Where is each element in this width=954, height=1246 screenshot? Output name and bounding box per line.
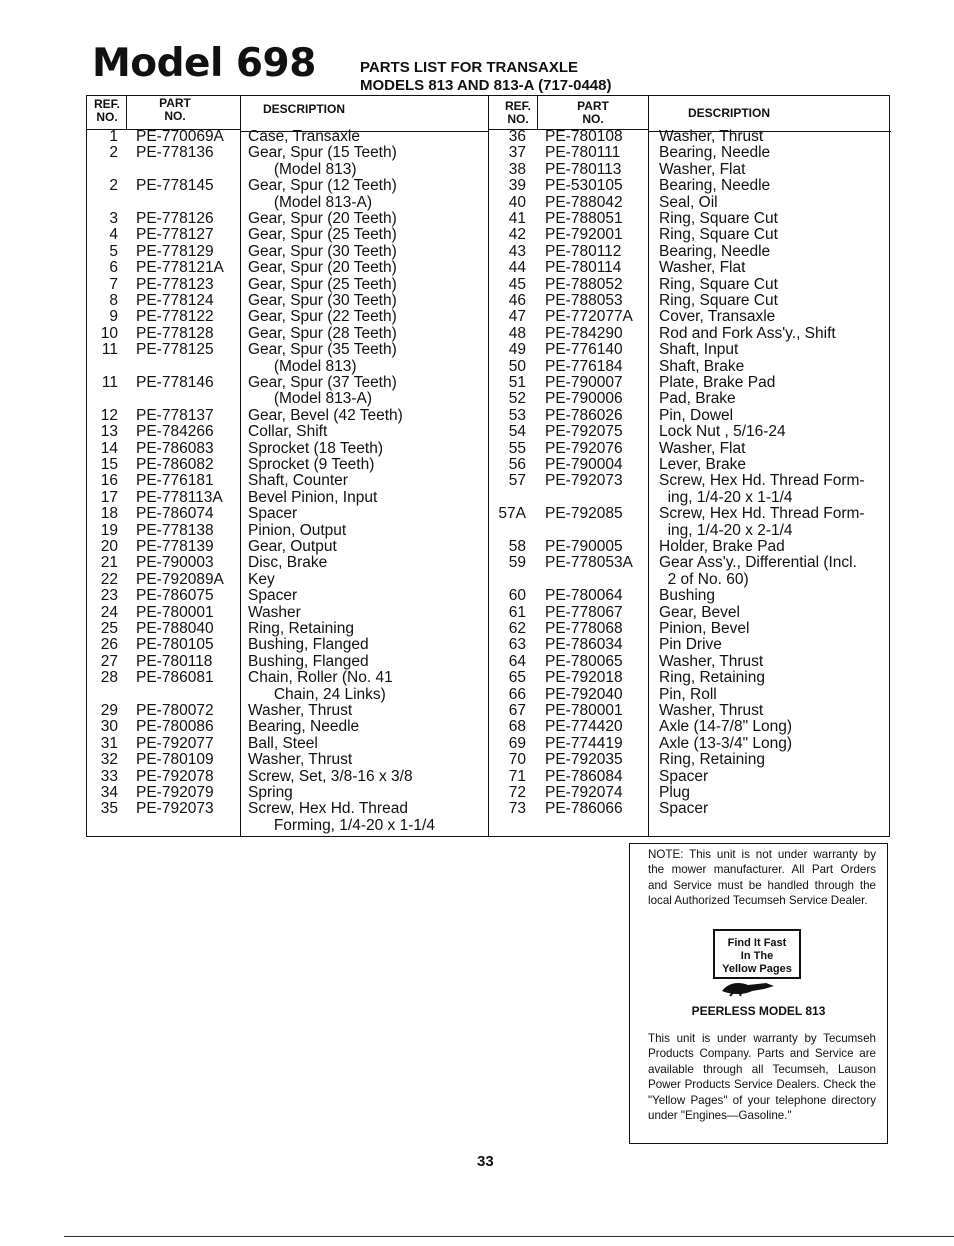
description: Key xyxy=(248,570,275,588)
ref-no: 15 xyxy=(100,456,118,473)
part-no: PE-792076 xyxy=(545,439,623,457)
part-no: PE-778113A xyxy=(136,488,223,506)
description: Pin, Dowel xyxy=(659,406,734,424)
logo-line: In The xyxy=(740,950,774,962)
description: Pad, Brake xyxy=(659,390,736,408)
description: Collar, Shift xyxy=(248,423,328,441)
part-no: PE-778068 xyxy=(545,620,623,637)
part-no: PE-788042 xyxy=(545,193,623,211)
description: Spacer xyxy=(248,587,298,605)
part-no: PE-788040 xyxy=(136,620,214,637)
ref-no: 33 xyxy=(100,767,118,785)
ref-no: 60 xyxy=(508,587,526,605)
part-no: PE-790005 xyxy=(545,538,623,555)
description: Gear Ass'y., Differential (Incl. xyxy=(659,554,857,572)
part-no: PE-780064 xyxy=(545,587,623,605)
description: Ring, Retaining xyxy=(248,620,354,637)
description: Sprocket (18 Teeth) xyxy=(248,439,383,457)
description: Ring, Retaining xyxy=(659,751,765,769)
ref-no: 41 xyxy=(508,210,526,227)
part-no: PE-776140 xyxy=(545,341,623,359)
ref-no: 42 xyxy=(508,226,526,244)
ref-no: 23 xyxy=(100,587,118,605)
ref-no: 56 xyxy=(508,456,526,473)
ref-no: 14 xyxy=(100,439,118,457)
ref-no: 58 xyxy=(508,538,526,555)
part-no: PE-786074 xyxy=(136,505,214,523)
description: Ball, Steel xyxy=(248,734,318,752)
description: Spacer xyxy=(659,800,709,818)
description: Gear, Spur (12 Teeth) xyxy=(248,177,397,195)
note-under-warranty: This unit is under warranty by Tecumseh Products Company. Parts and Service are available through all Tecumseh, Lauson Power Products Service Dealers. Check the "Yellow Pages" of your telephone directory under "Engines—Gasoline." xyxy=(648,1032,876,1123)
ref-no: 12 xyxy=(100,406,118,424)
part-no: PE-780065 xyxy=(545,652,623,670)
ref-no: 5 xyxy=(109,242,118,260)
header-part-no xyxy=(555,100,631,126)
parts-list-title xyxy=(360,59,611,95)
header-description: DESCRIPTION xyxy=(263,102,346,116)
description: Gear, Spur (35 Teeth) xyxy=(248,341,397,359)
ref-no: 11 xyxy=(101,374,118,391)
part-no: PE-786026 xyxy=(545,406,623,424)
parts-list-heading: PARTS LIST FOR TRANSAXLE xyxy=(360,59,579,76)
part-no: PE-780114 xyxy=(545,259,622,277)
description: Chain, Roller (No. 41 xyxy=(248,669,393,687)
description: Bushing xyxy=(659,587,716,605)
description: Bevel Pinion, Input xyxy=(248,488,378,506)
column-divider xyxy=(648,96,649,836)
ref-no: 36 xyxy=(508,128,526,145)
ref-no: 49 xyxy=(508,341,526,359)
yellow-pages-logo xyxy=(708,929,808,995)
logo-line: Find It Fast xyxy=(727,937,787,949)
description: Washer, Flat xyxy=(659,439,746,457)
ref-no: 62 xyxy=(508,620,526,637)
ref-no: 11 xyxy=(101,341,118,359)
ref-no: 35 xyxy=(100,800,118,818)
description: Holder, Brake Pad xyxy=(659,538,785,555)
part-no: PE-786066 xyxy=(545,800,623,818)
part-no: PE-792074 xyxy=(545,784,623,801)
part-no: PE-792073 xyxy=(136,800,214,818)
header-ref-line2: NO. xyxy=(96,110,118,124)
part-no: PE-778129 xyxy=(136,242,214,260)
part-no: PE-778121A xyxy=(136,259,224,277)
description: Washer, Flat xyxy=(659,160,746,178)
ref-no: 72 xyxy=(508,784,526,801)
part-no: PE-792085 xyxy=(545,505,623,523)
part-no: PE-776184 xyxy=(545,357,623,375)
description: Gear, Output xyxy=(248,538,337,555)
yellow-pages-frame xyxy=(713,929,801,979)
ref-no: 73 xyxy=(508,800,526,818)
ref-no: 32 xyxy=(100,751,118,769)
ref-no: 61 xyxy=(508,603,526,621)
description: Screw, Hex Hd. Thread xyxy=(248,800,408,818)
ref-no: 3 xyxy=(109,210,118,227)
ref-no: 66 xyxy=(508,685,526,703)
part-no: PE-790004 xyxy=(545,456,623,473)
description: Pinion, Bevel xyxy=(659,620,750,637)
ref-no: 1 xyxy=(109,128,118,145)
ref-no: 67 xyxy=(508,702,526,719)
description: Pin Drive xyxy=(659,636,722,654)
part-no: PE-790006 xyxy=(545,390,623,408)
description: Shaft, Counter xyxy=(248,472,348,490)
header-ref-no xyxy=(89,98,125,124)
description: Plate, Brake Pad xyxy=(659,374,776,391)
part-no: PE-792075 xyxy=(545,423,623,441)
description: Rod and Fork Ass'y., Shift xyxy=(659,324,836,342)
part-no: PE-792035 xyxy=(545,751,623,769)
description: Ring, Square Cut xyxy=(659,292,778,309)
ref-no: 4 xyxy=(109,226,118,244)
part-no: PE-778136 xyxy=(136,144,214,162)
logo-line: Yellow Pages xyxy=(722,963,792,975)
description: Plug xyxy=(659,784,691,801)
ref-no: 65 xyxy=(508,669,526,687)
part-no: PE-780118 xyxy=(136,652,213,670)
description: Lock Nut , 5/16-24 xyxy=(659,423,786,441)
part-no: PE-778123 xyxy=(136,275,214,293)
part-no: PE-778145 xyxy=(136,177,214,195)
description: Spring xyxy=(248,784,293,801)
part-no: PE-780111 xyxy=(545,144,621,162)
description: Pinion, Output xyxy=(248,521,347,539)
part-no: PE-788053 xyxy=(545,292,623,309)
description: Bearing, Needle xyxy=(659,242,771,260)
description: Ring, Square Cut xyxy=(659,275,778,293)
description: Bearing, Needle xyxy=(659,177,771,195)
description: Spacer xyxy=(248,505,298,523)
description: (Model 813-A) xyxy=(248,193,373,211)
walking-fingers-icon xyxy=(718,977,778,997)
ref-no: 26 xyxy=(100,636,118,654)
part-no: PE-778138 xyxy=(136,521,214,539)
part-no: PE-786084 xyxy=(545,767,623,785)
description: Spacer xyxy=(659,767,709,785)
ref-no: 38 xyxy=(508,160,526,178)
ref-no: 55 xyxy=(508,439,526,457)
description: Forming, 1/4-20 x 1-1/4 xyxy=(248,816,435,834)
bottom-rule xyxy=(64,1236,954,1237)
ref-no: 64 xyxy=(508,652,526,670)
header-part-line1: PART xyxy=(159,96,191,110)
part-no: PE-778127 xyxy=(136,226,214,244)
part-no: PE-776181 xyxy=(136,472,214,490)
ref-no: 19 xyxy=(100,521,118,539)
part-no: PE-780001 xyxy=(136,603,214,621)
ref-no: 53 xyxy=(508,406,526,424)
part-no: PE-770069A xyxy=(136,128,224,145)
ref-no: 34 xyxy=(100,784,118,801)
ref-no: 10 xyxy=(100,324,118,342)
description: Washer, Thrust xyxy=(248,751,353,769)
ref-no: 45 xyxy=(508,275,526,293)
description: Ring, Retaining xyxy=(659,669,765,687)
ref-no: 13 xyxy=(100,423,118,441)
ref-no: 7 xyxy=(109,275,118,293)
part-no: PE-786083 xyxy=(136,439,214,457)
part-no: PE-780086 xyxy=(136,718,214,736)
header-part-line2: NO. xyxy=(164,109,186,123)
part-no: PE-778125 xyxy=(136,341,214,359)
part-no: PE-778122 xyxy=(136,308,214,326)
part-no: PE-780113 xyxy=(545,160,622,178)
ref-no: 43 xyxy=(508,242,526,260)
part-no: PE-778137 xyxy=(136,406,214,424)
part-no: PE-780072 xyxy=(136,702,214,719)
header-ref-no xyxy=(500,100,536,126)
description: Washer, Flat xyxy=(659,259,746,277)
description: Disc, Brake xyxy=(248,554,328,572)
description: Bearing, Needle xyxy=(659,144,771,162)
models-heading: MODELS 813 AND 813-A (717-0448) xyxy=(360,77,612,94)
warranty-note xyxy=(629,843,888,1144)
description: Gear, Spur (20 Teeth) xyxy=(248,210,397,227)
description: ing, 1/4-20 x 2-1/4 xyxy=(659,521,793,539)
ref-no: 44 xyxy=(508,259,526,277)
part-no: PE-778053A xyxy=(545,554,633,572)
ref-no: 37 xyxy=(508,144,526,162)
part-no: PE-786075 xyxy=(136,587,214,605)
ref-no: 40 xyxy=(508,193,526,211)
header-part-line1: PART xyxy=(577,99,609,113)
part-no: PE-780108 xyxy=(545,128,623,145)
description: Gear, Spur (37 Teeth) xyxy=(248,374,397,391)
ref-no: 31 xyxy=(100,734,118,752)
part-no: PE-774420 xyxy=(545,718,623,736)
ref-no: 16 xyxy=(100,472,118,490)
description: Screw, Hex Hd. Thread Form- xyxy=(659,472,865,490)
description: Sprocket (9 Teeth) xyxy=(248,456,375,473)
description: Shaft, Brake xyxy=(659,357,745,375)
description: Bushing, Flanged xyxy=(248,652,369,670)
ref-no: 59 xyxy=(508,554,526,572)
ref-no: 9 xyxy=(109,308,118,326)
ref-no: 20 xyxy=(100,538,118,555)
description: Gear, Spur (25 Teeth) xyxy=(248,275,397,293)
header-ref-line2: NO. xyxy=(507,112,529,126)
ref-no: 57A xyxy=(498,505,526,523)
part-no: PE-788052 xyxy=(545,275,623,293)
header-ref-line1: REF. xyxy=(93,97,120,111)
header-description: DESCRIPTION xyxy=(688,106,771,120)
part-no: PE-786082 xyxy=(136,456,214,473)
note-not-under-warranty: NOTE: This unit is not under warranty by the mower manufacturer. All Part Orders and Service must be handled through the local Authorized Tecumseh Service Dealer. xyxy=(648,848,876,908)
part-no: PE-772077A xyxy=(545,308,633,326)
description: Case, Transaxle xyxy=(248,128,360,145)
ref-no: 68 xyxy=(508,718,526,736)
part-no: PE-792040 xyxy=(545,685,623,703)
column-divider xyxy=(240,96,241,836)
part-no: PE-790003 xyxy=(136,554,214,572)
part-no: PE-792001 xyxy=(545,226,623,244)
description: Screw, Set, 3/8-16 x 3/8 xyxy=(248,767,413,785)
part-no: PE-778124 xyxy=(136,292,214,309)
ref-no: 39 xyxy=(508,177,526,195)
part-no: PE-792018 xyxy=(545,669,623,687)
ref-no: 51 xyxy=(508,374,526,391)
ref-no: 6 xyxy=(109,259,118,277)
part-no: PE-788051 xyxy=(545,210,623,227)
ref-no: 63 xyxy=(508,636,526,654)
ref-no: 18 xyxy=(100,505,118,523)
column-divider xyxy=(126,96,127,130)
part-no: PE-778139 xyxy=(136,538,214,555)
description: Screw, Hex Hd. Thread Form- xyxy=(659,505,865,523)
part-no: PE-778126 xyxy=(136,210,214,227)
description: Gear, Spur (30 Teeth) xyxy=(248,292,397,309)
part-no: PE-784266 xyxy=(136,423,214,441)
ref-no: 54 xyxy=(508,423,526,441)
description: Gear, Spur (20 Teeth) xyxy=(248,259,397,277)
ref-no: 28 xyxy=(100,669,118,687)
part-no: PE-780112 xyxy=(545,242,622,260)
description: (Model 813) xyxy=(248,160,357,178)
ref-no: 48 xyxy=(508,324,526,342)
ref-no: 27 xyxy=(100,652,118,670)
header-part-line2: NO. xyxy=(582,112,604,126)
part-no: PE-790007 xyxy=(545,374,623,391)
ref-no: 46 xyxy=(508,292,526,309)
ref-no: 21 xyxy=(100,554,118,572)
description: Bushing, Flanged xyxy=(248,636,369,654)
part-no: PE-530105 xyxy=(545,177,623,195)
description: 2 of No. 60) xyxy=(659,570,749,588)
description: Washer, Thrust xyxy=(659,652,764,670)
description: Gear, Spur (30 Teeth) xyxy=(248,242,397,260)
description: (Model 813) xyxy=(248,357,357,375)
part-no: PE-792073 xyxy=(545,472,623,490)
part-no: PE-778067 xyxy=(545,603,623,621)
description: Chain, 24 Links) xyxy=(248,685,386,703)
ref-no: 2 xyxy=(109,177,118,195)
part-no: PE-792077 xyxy=(136,734,214,752)
description: Ring, Square Cut xyxy=(659,226,778,244)
ref-no: 52 xyxy=(508,390,526,408)
description: Lever, Brake xyxy=(659,456,747,473)
description: Gear, Spur (28 Teeth) xyxy=(248,324,397,342)
description: Gear, Spur (22 Teeth) xyxy=(248,308,397,326)
column-divider xyxy=(537,96,538,130)
part-no: PE-792079 xyxy=(136,784,214,801)
ref-no: 50 xyxy=(508,357,526,375)
description: Cover, Transaxle xyxy=(659,308,776,326)
ref-no: 25 xyxy=(100,620,118,637)
page-title: Model 698 xyxy=(92,41,316,86)
part-no: PE-780109 xyxy=(136,751,214,769)
description: Axle (13-3/4" Long) xyxy=(659,734,793,752)
peerless-model: PEERLESS MODEL 813 xyxy=(691,1004,826,1018)
header-part-no xyxy=(137,97,213,123)
ref-no: 30 xyxy=(100,718,118,736)
part-no: PE-792078 xyxy=(136,767,214,785)
part-no: PE-780105 xyxy=(136,636,214,654)
description: Washer, Thrust xyxy=(248,702,353,719)
description: Gear, Bevel (42 Teeth) xyxy=(248,406,403,424)
ref-no: 71 xyxy=(508,767,526,785)
description: ing, 1/4-20 x 1-1/4 xyxy=(659,488,793,506)
page-number: 33 xyxy=(477,1153,494,1170)
description: (Model 813-A) xyxy=(248,390,373,408)
part-no: PE-780001 xyxy=(545,702,623,719)
description: Washer, Thrust xyxy=(659,128,764,145)
description: Washer xyxy=(248,603,301,621)
part-no: PE-784290 xyxy=(545,324,623,342)
description: Axle (14-7/8" Long) xyxy=(659,718,793,736)
ref-no: 2 xyxy=(109,144,118,162)
description: Ring, Square Cut xyxy=(659,210,778,227)
ref-no: 57 xyxy=(508,472,526,490)
part-no: PE-778146 xyxy=(136,374,214,391)
description: Washer, Thrust xyxy=(659,702,764,719)
ref-no: 8 xyxy=(109,292,118,309)
ref-no: 29 xyxy=(100,702,118,719)
ref-no: 47 xyxy=(508,308,526,326)
part-no: PE-786081 xyxy=(136,669,214,687)
header-ref-line1: REF. xyxy=(504,99,531,113)
part-no: PE-774419 xyxy=(545,734,623,752)
description: Gear, Spur (25 Teeth) xyxy=(248,226,397,244)
description: Seal, Oil xyxy=(659,193,718,211)
description: Shaft, Input xyxy=(659,341,739,359)
part-no: PE-792089A xyxy=(136,570,224,588)
ref-no: 70 xyxy=(508,751,526,769)
description: Pin, Roll xyxy=(659,685,717,703)
ref-no: 17 xyxy=(100,488,118,506)
ref-no: 22 xyxy=(100,570,118,588)
description: Gear, Bevel xyxy=(659,603,740,621)
part-no: PE-786034 xyxy=(545,636,623,654)
description: Gear, Spur (15 Teeth) xyxy=(248,144,397,162)
part-no: PE-778128 xyxy=(136,324,214,342)
ref-no: 24 xyxy=(100,603,118,621)
description: Bearing, Needle xyxy=(248,718,360,736)
ref-no: 69 xyxy=(508,734,526,752)
